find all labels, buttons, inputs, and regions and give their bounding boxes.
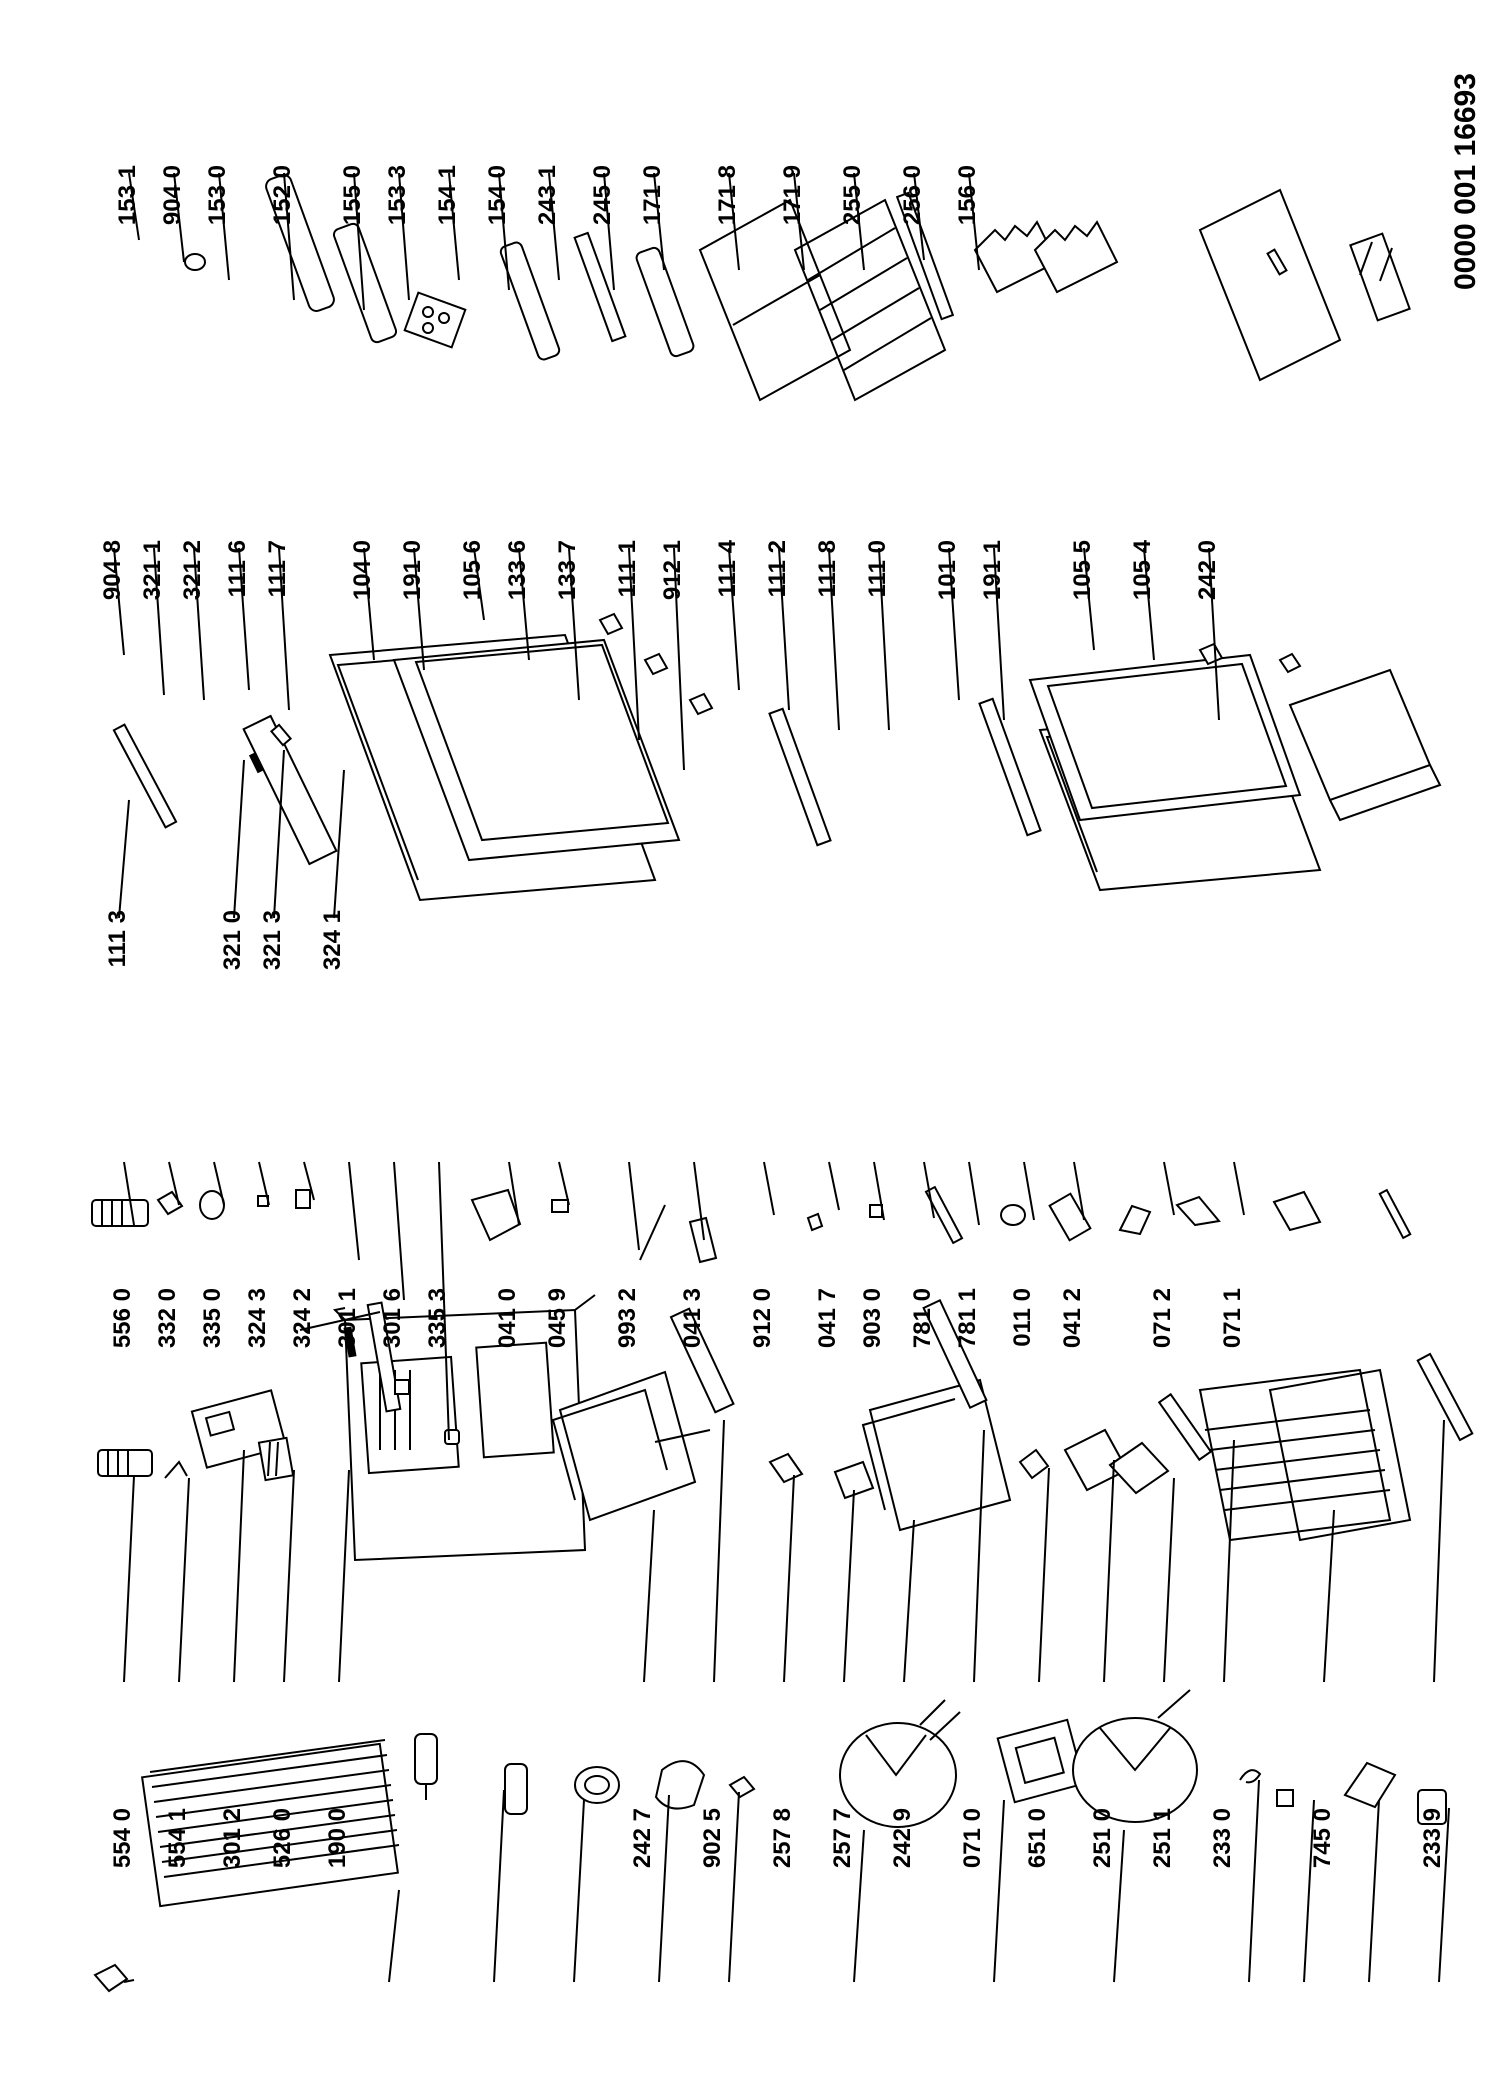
leader-line bbox=[829, 1162, 839, 1210]
part-label: 105 4 bbox=[1129, 540, 1156, 601]
part-label: 156 0 bbox=[954, 165, 981, 226]
part-label: 153 3 bbox=[384, 165, 411, 226]
drawing-105-4 bbox=[1280, 654, 1300, 672]
leader-line bbox=[1039, 1468, 1049, 1682]
leader-line bbox=[119, 800, 129, 918]
drawing-041-0 bbox=[472, 1190, 520, 1240]
part-label: 105 6 bbox=[459, 540, 486, 601]
drawing-105-6 bbox=[600, 614, 622, 634]
part-label: 332 0 bbox=[154, 1288, 181, 1349]
part-label: 233 0 bbox=[1209, 1808, 1236, 1869]
part-label: 154 0 bbox=[484, 165, 511, 226]
drawing-156-0 bbox=[1350, 234, 1409, 321]
drawing-071-1 bbox=[1380, 1190, 1411, 1238]
part-label: 133 6 bbox=[504, 540, 531, 601]
drawing-011-0 bbox=[1120, 1206, 1150, 1234]
leader-line bbox=[1024, 1162, 1034, 1220]
drawing-111-1 bbox=[769, 709, 830, 845]
part-label: 071 1 bbox=[1219, 1288, 1246, 1349]
part-label: 251 0 bbox=[1089, 1808, 1116, 1869]
part-label: 152 0 bbox=[269, 165, 296, 226]
part-label: 155 0 bbox=[339, 165, 366, 226]
part-label: 071 2 bbox=[1149, 1288, 1176, 1349]
part-label: 257 8 bbox=[769, 1808, 796, 1869]
leader-line bbox=[394, 1162, 404, 1300]
drawing-compressor-402-0 bbox=[1073, 1690, 1197, 1822]
part-label: 556 0 bbox=[109, 1288, 136, 1349]
leader-line bbox=[994, 1800, 1004, 1982]
part-label: 111 6 bbox=[224, 540, 251, 598]
leader-line bbox=[494, 1790, 504, 1982]
drawing-335-3 bbox=[445, 1430, 459, 1444]
drawing-912-0 bbox=[808, 1214, 822, 1230]
part-label: 301 1 bbox=[334, 1288, 361, 1349]
part-label: 101 0 bbox=[934, 540, 961, 601]
leader-line bbox=[1104, 1460, 1114, 1682]
drawing-993-2 bbox=[640, 1205, 665, 1260]
part-label: 301 2 bbox=[219, 1808, 246, 1869]
leader-line bbox=[234, 1450, 244, 1682]
leader-line bbox=[334, 770, 344, 918]
leader-line bbox=[629, 1162, 639, 1250]
leader-line bbox=[339, 1470, 349, 1682]
drawing-781-0 bbox=[1001, 1205, 1025, 1225]
drawing-324-2 bbox=[296, 1190, 310, 1208]
drawing-335-0 bbox=[200, 1191, 224, 1219]
leader-line bbox=[644, 1510, 654, 1682]
drawing-bin-242-0 bbox=[1290, 670, 1440, 820]
part-label: 993 2 bbox=[614, 1288, 641, 1349]
leader-line bbox=[904, 1520, 914, 1682]
part-label: 245 0 bbox=[589, 165, 616, 226]
leader-line bbox=[574, 1800, 584, 1982]
drawing-554-1 bbox=[165, 1462, 187, 1478]
part-label: 153 0 bbox=[204, 165, 231, 226]
part-label: 324 1 bbox=[319, 910, 346, 971]
part-label: 190 0 bbox=[324, 1808, 351, 1869]
drawing-door-104-0 bbox=[330, 635, 679, 900]
part-label: 242 7 bbox=[629, 1808, 656, 1869]
part-label: 745 0 bbox=[1309, 1808, 1336, 1869]
drawing-133-7 bbox=[690, 694, 712, 714]
drawing-243-1 bbox=[700, 200, 850, 400]
leader-line bbox=[729, 1792, 739, 1982]
drawing-door-101-0 bbox=[1030, 655, 1320, 890]
drawing-compressor-403-0 bbox=[840, 1700, 960, 1827]
part-label: 257 7 bbox=[829, 1808, 856, 1869]
part-label: 111 3 bbox=[104, 910, 131, 968]
leader-line bbox=[234, 760, 244, 918]
leader-line bbox=[284, 1470, 294, 1682]
part-label: 904 8 bbox=[99, 540, 126, 601]
drawing-045-9 bbox=[552, 1200, 568, 1212]
leader-line bbox=[559, 1162, 569, 1205]
drawing-071-2 bbox=[1274, 1192, 1320, 1230]
part-label: 154 1 bbox=[434, 165, 461, 226]
drawing-526-0 bbox=[259, 1438, 293, 1480]
drawing-402-1 bbox=[998, 1720, 1085, 1802]
leader-line bbox=[124, 1476, 134, 1682]
drawing-904-0 bbox=[185, 254, 205, 270]
drawing-561-0 bbox=[1240, 1770, 1260, 1782]
part-label: 526 0 bbox=[269, 1808, 296, 1869]
part-label: 133 7 bbox=[554, 540, 581, 601]
drawing-493-1 bbox=[656, 1761, 704, 1808]
leader-line bbox=[1434, 1420, 1444, 1682]
leader-line bbox=[1249, 1780, 1259, 1982]
drawing-257-8 bbox=[770, 1454, 802, 1482]
part-label: 171 8 bbox=[714, 165, 741, 226]
part-label: 903 0 bbox=[859, 1288, 886, 1349]
part-label: 171 9 bbox=[779, 165, 806, 226]
leader-line bbox=[969, 1162, 979, 1225]
drawing-255-0 bbox=[1200, 190, 1340, 380]
drawing-251-1 bbox=[1110, 1443, 1168, 1493]
part-label: 041 3 bbox=[679, 1288, 706, 1349]
leader-line bbox=[784, 1475, 794, 1682]
part-label: 335 3 bbox=[424, 1288, 451, 1349]
drawing-154-0 bbox=[635, 246, 695, 358]
part-label: 071 0 bbox=[959, 1808, 986, 1869]
drawing-556-0 bbox=[92, 1200, 148, 1226]
part-label: 251 1 bbox=[1149, 1808, 1176, 1869]
part-label: 243 1 bbox=[534, 165, 561, 226]
part-label: 111 8 bbox=[814, 540, 841, 598]
leader-line bbox=[1164, 1162, 1174, 1215]
part-label: 912 1 bbox=[659, 540, 686, 601]
drawing-554-0 bbox=[98, 1450, 152, 1476]
drawing-041-2 bbox=[1177, 1197, 1219, 1225]
leader-line bbox=[714, 1420, 724, 1682]
part-label: 171 0 bbox=[639, 165, 666, 226]
leader-line bbox=[659, 1795, 669, 1982]
part-label: 651 0 bbox=[1024, 1808, 1051, 1869]
part-label: 041 2 bbox=[1059, 1288, 1086, 1349]
part-label: 041 0 bbox=[494, 1288, 521, 1349]
drawing-crisper-242-9 bbox=[863, 1380, 1010, 1530]
drawing-drier-764-0 bbox=[415, 1734, 527, 1814]
part-label: 111 2 bbox=[764, 540, 791, 598]
drawing-154-1 bbox=[575, 233, 626, 341]
drawing-111-0 bbox=[979, 699, 1040, 835]
document-number: 0000 001 16693 bbox=[1449, 73, 1482, 290]
drawing-233-9 bbox=[1418, 1354, 1473, 1440]
part-label: 554 1 bbox=[164, 1808, 191, 1869]
part-label: 781 0 bbox=[909, 1288, 936, 1349]
drawing-041-7 bbox=[870, 1205, 882, 1217]
part-label: 255 0 bbox=[839, 165, 866, 226]
part-label: 111 1 bbox=[614, 540, 641, 598]
drawing-781-2 bbox=[575, 1767, 619, 1803]
part-label: 902 5 bbox=[699, 1808, 726, 1869]
leader-line bbox=[844, 1490, 854, 1682]
part-label: 321 1 bbox=[139, 540, 166, 601]
leader-line bbox=[1224, 1440, 1234, 1682]
drawing-155-0 bbox=[405, 293, 466, 348]
part-label: 191 1 bbox=[979, 540, 1006, 601]
part-label: 045 9 bbox=[544, 1288, 571, 1349]
drawing-561-2 bbox=[1345, 1763, 1395, 1807]
part-label: 301 6 bbox=[379, 1288, 406, 1349]
part-label: 256 0 bbox=[899, 165, 926, 226]
leader-line bbox=[389, 1890, 399, 1982]
drawing-903-0 bbox=[926, 1187, 962, 1243]
part-label: 111 4 bbox=[714, 540, 741, 598]
drawing-152-0 bbox=[332, 222, 397, 344]
part-label: 321 3 bbox=[259, 910, 286, 971]
part-labels bbox=[99, 165, 1451, 2100]
leader-line bbox=[349, 1162, 359, 1260]
part-label: 111 0 bbox=[864, 540, 891, 598]
part-label: 335 0 bbox=[199, 1288, 226, 1349]
drawing-133-6 bbox=[645, 654, 667, 674]
part-label: 041 7 bbox=[814, 1288, 841, 1349]
leader-line bbox=[764, 1162, 774, 1215]
part-label: 105 5 bbox=[1069, 540, 1096, 601]
drawing-153-3 bbox=[499, 241, 561, 361]
part-label: 111 7 bbox=[264, 540, 291, 598]
leader-line bbox=[1369, 1800, 1379, 1982]
leader-line bbox=[1234, 1162, 1244, 1215]
part-label: 554 0 bbox=[109, 1808, 136, 1869]
part-label: 321 2 bbox=[179, 540, 206, 601]
drawing-clip-740-3 bbox=[95, 1965, 127, 1991]
part-label: 324 3 bbox=[244, 1288, 271, 1349]
drawing-111-3 bbox=[114, 725, 176, 828]
part-label: 321 0 bbox=[219, 910, 246, 971]
part-label: 242 9 bbox=[889, 1808, 916, 1869]
drawing-651-0 bbox=[1020, 1450, 1048, 1478]
part-label: 104 0 bbox=[349, 540, 376, 601]
part-label: 912 0 bbox=[749, 1288, 776, 1349]
part-label: 324 2 bbox=[289, 1288, 316, 1349]
part-label: 153 1 bbox=[114, 165, 141, 226]
part-label: 242 0 bbox=[1194, 540, 1221, 601]
part-label: 233 9 bbox=[1419, 1808, 1446, 1869]
part-label: 011 0 bbox=[1009, 1288, 1036, 1347]
leader-line bbox=[1164, 1478, 1174, 1682]
part-label: 191 0 bbox=[399, 540, 426, 601]
drawing-561-1 bbox=[730, 1777, 754, 1797]
leader-line bbox=[179, 1478, 189, 1682]
part-label: 781 1 bbox=[954, 1288, 981, 1349]
part-label: 904 0 bbox=[159, 165, 186, 226]
drawing-614-0 bbox=[1277, 1790, 1293, 1806]
drawing-171-9 bbox=[1035, 222, 1117, 292]
